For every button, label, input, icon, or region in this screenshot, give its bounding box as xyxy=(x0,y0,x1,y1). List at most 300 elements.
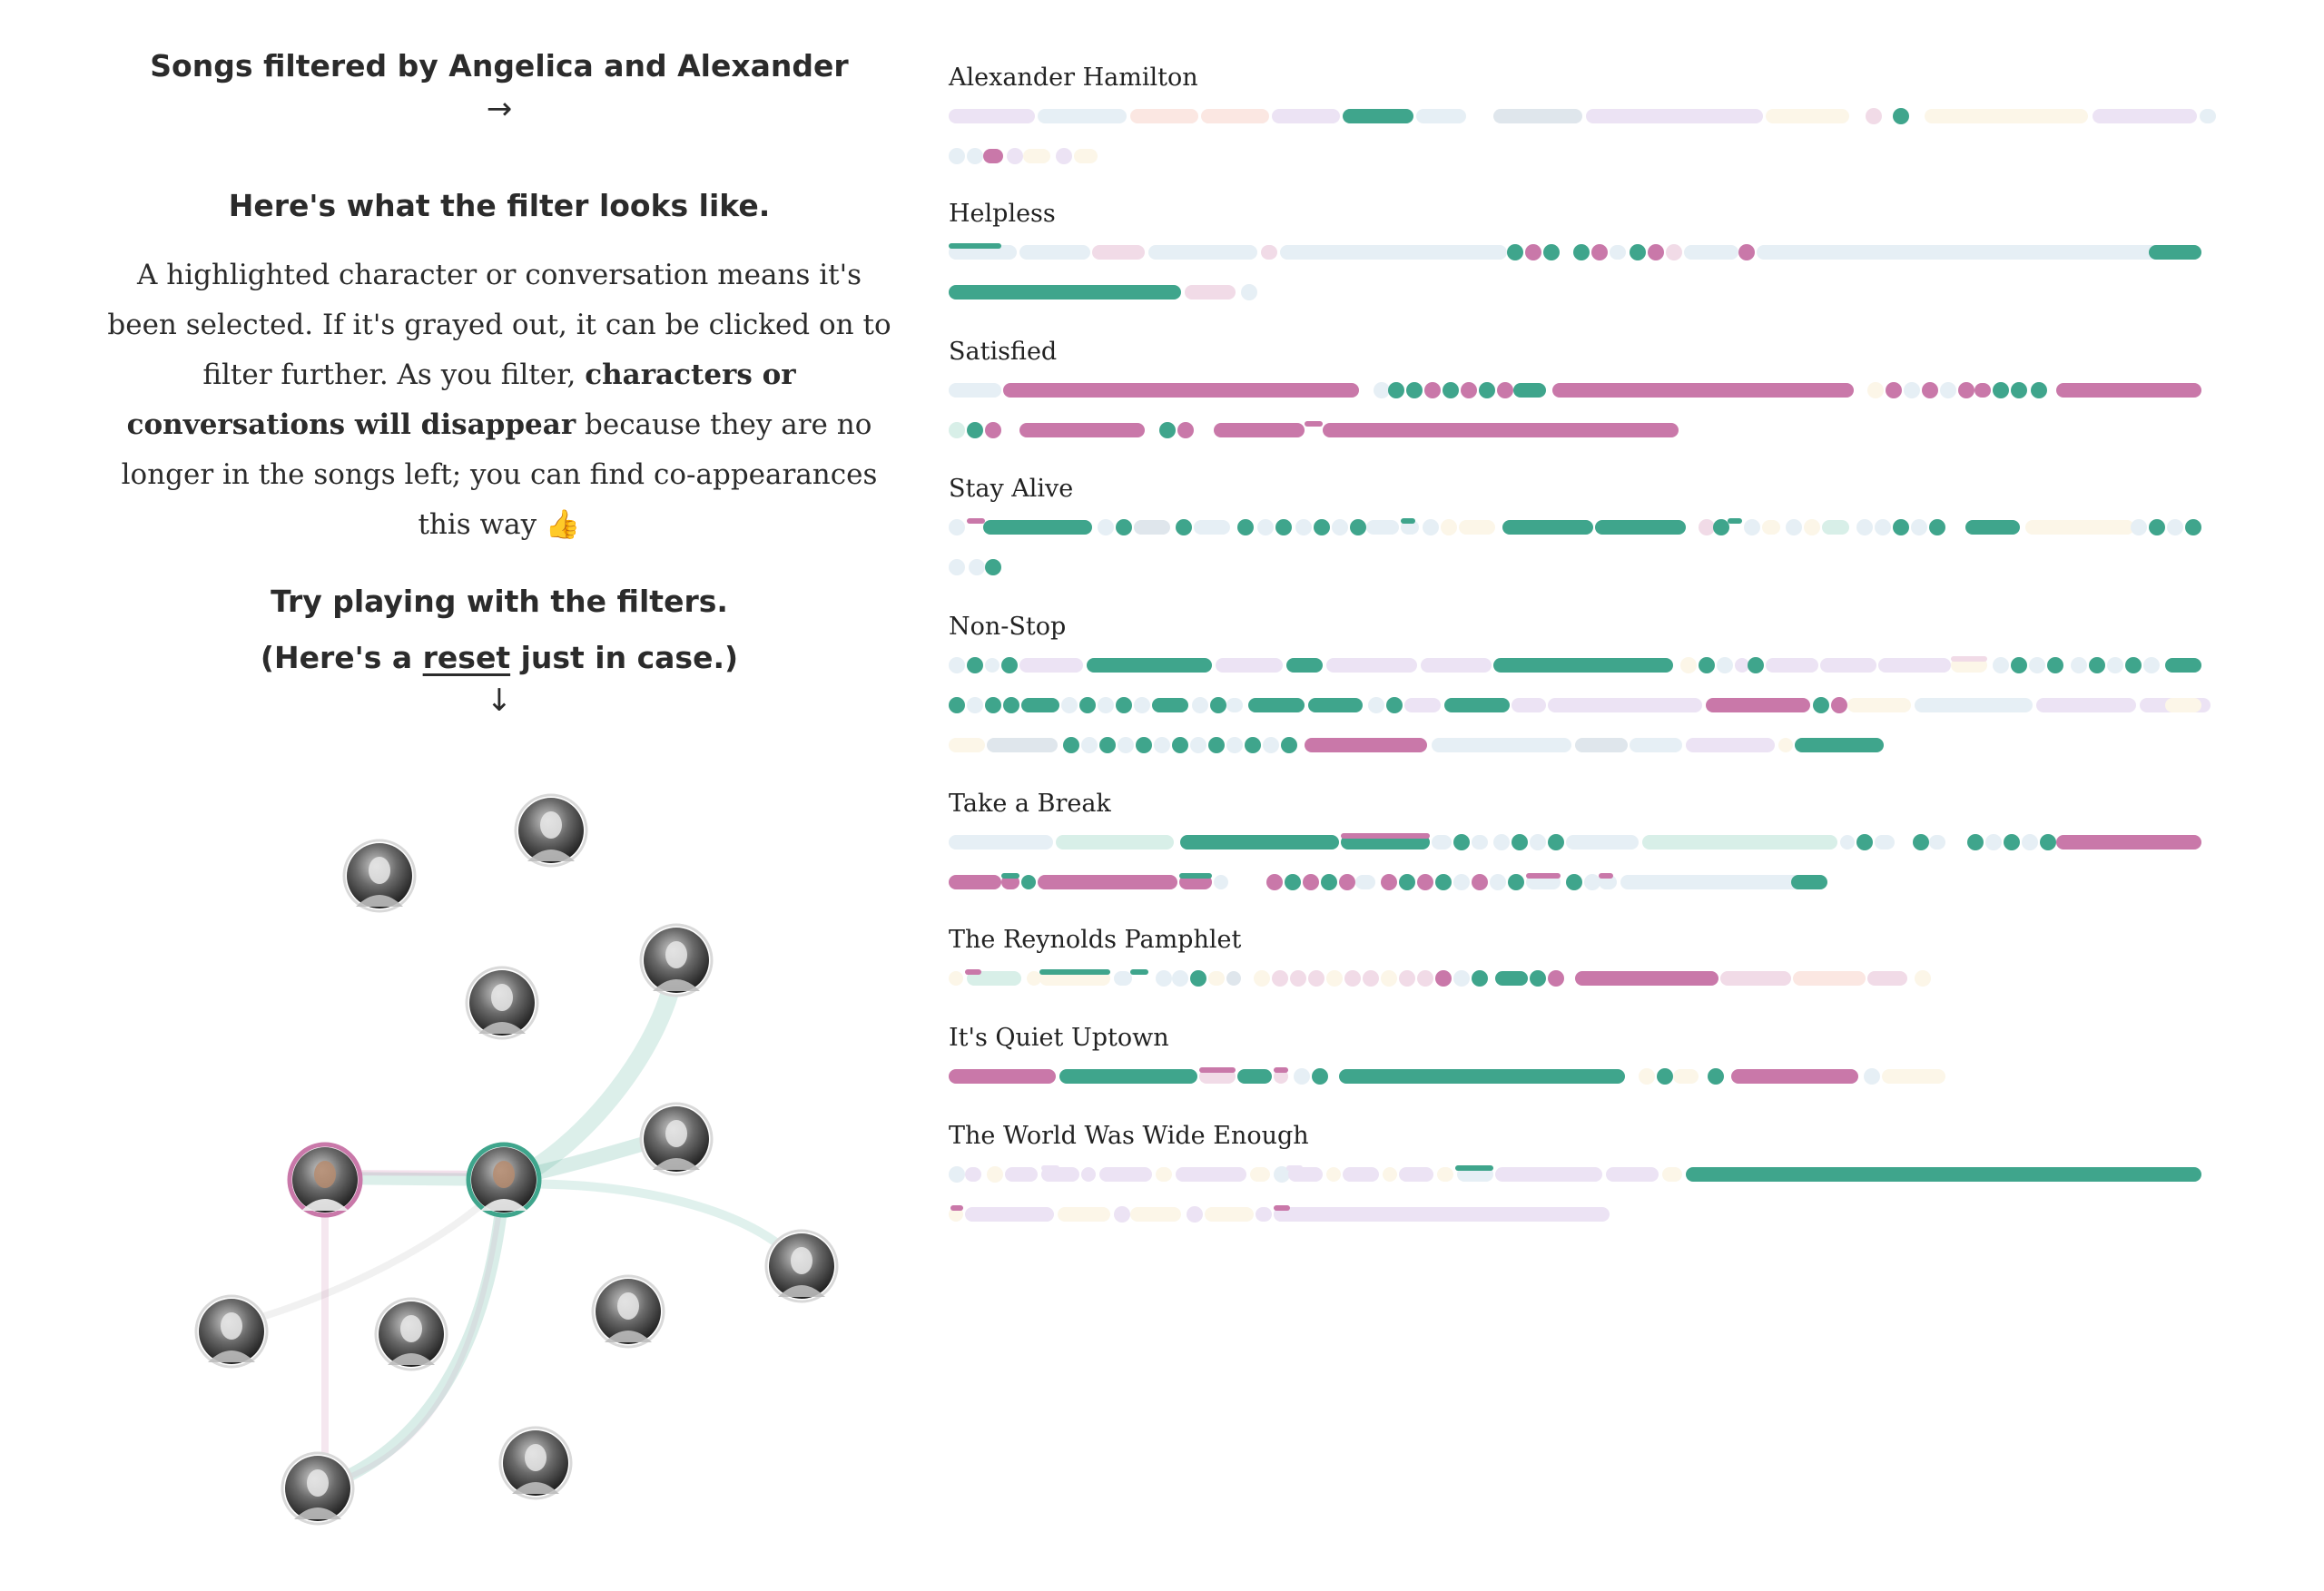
line-marker[interactable] xyxy=(965,969,981,975)
character-node-eliza[interactable] xyxy=(196,1296,267,1367)
line-segment[interactable] xyxy=(1134,520,1170,535)
song-title[interactable]: Alexander Hamilton xyxy=(949,64,1198,92)
line-dot[interactable] xyxy=(1453,834,1470,850)
line-dot[interactable] xyxy=(1190,970,1206,987)
line-segment[interactable] xyxy=(1495,1167,1602,1182)
line-dot[interactable] xyxy=(1886,382,1902,398)
line-dot[interactable] xyxy=(1479,382,1495,398)
line-dot[interactable] xyxy=(2107,657,2123,673)
line-dot[interactable] xyxy=(2089,657,2105,673)
line-dot[interactable] xyxy=(1423,519,1439,535)
line-dot[interactable] xyxy=(1893,108,1909,124)
link-alexander-maria[interactable] xyxy=(231,1184,504,1325)
line-segment[interactable] xyxy=(2056,383,2201,398)
line-segment[interactable] xyxy=(987,738,1058,752)
line-dot[interactable] xyxy=(2011,382,2027,398)
line-marker[interactable] xyxy=(1599,873,1613,879)
line-dot[interactable] xyxy=(1648,244,1664,260)
line-segment[interactable] xyxy=(1056,835,1174,850)
line-dot[interactable] xyxy=(1417,874,1433,890)
line-dot[interactable] xyxy=(967,697,983,713)
line-segment[interactable] xyxy=(1019,245,1090,260)
line-dot[interactable] xyxy=(1967,834,1984,850)
line-segment[interactable] xyxy=(1820,658,1876,673)
line-dot[interactable] xyxy=(1210,697,1226,713)
line-dot[interactable] xyxy=(2022,834,2038,850)
character-node-angelica[interactable] xyxy=(290,1144,360,1215)
line-segment[interactable] xyxy=(1404,698,1441,712)
line-segment[interactable] xyxy=(1915,698,2033,712)
line-segment[interactable] xyxy=(1005,1167,1038,1182)
line-dot[interactable] xyxy=(987,1166,1003,1183)
line-segment[interactable] xyxy=(949,835,1053,850)
line-dot[interactable] xyxy=(1530,834,1546,850)
line-segment[interactable] xyxy=(983,520,1092,535)
line-segment[interactable] xyxy=(1757,245,2197,260)
line-marker[interactable] xyxy=(1401,518,1415,524)
line-segment[interactable] xyxy=(1343,1167,1379,1182)
line-dot[interactable] xyxy=(2071,657,2087,673)
line-segment[interactable] xyxy=(965,1207,1054,1222)
line-dot[interactable] xyxy=(1388,382,1404,398)
line-dot[interactable] xyxy=(1136,737,1152,753)
line-dot[interactable] xyxy=(1007,148,1023,164)
line-segment[interactable] xyxy=(1194,520,1230,535)
line-dot[interactable] xyxy=(1717,657,1733,673)
character-node-king-george[interactable] xyxy=(593,1276,664,1347)
line-segment[interactable] xyxy=(1180,835,1339,850)
line-dot[interactable] xyxy=(1098,697,1114,713)
line-dot[interactable] xyxy=(1915,970,1931,987)
line-segment[interactable] xyxy=(1214,423,1305,437)
line-dot[interactable] xyxy=(1497,382,1513,398)
line-dot[interactable] xyxy=(985,422,1001,438)
line-segment[interactable] xyxy=(1081,1167,1096,1182)
line-segment[interactable] xyxy=(1493,658,1673,673)
line-dot[interactable] xyxy=(967,422,983,438)
line-segment[interactable] xyxy=(1148,245,1257,260)
line-segment[interactable] xyxy=(1038,875,1177,889)
line-segment[interactable] xyxy=(1847,698,1911,712)
line-segment[interactable] xyxy=(1444,698,1510,712)
line-dot[interactable] xyxy=(1738,244,1755,260)
line-marker[interactable] xyxy=(1305,421,1323,427)
line-marker[interactable] xyxy=(950,1205,963,1211)
line-dot[interactable] xyxy=(1525,244,1541,260)
line-dot[interactable] xyxy=(1172,737,1188,753)
line-segment[interactable] xyxy=(1326,1167,1341,1182)
line-segment[interactable] xyxy=(1791,875,1827,889)
line-marker[interactable] xyxy=(1130,969,1148,975)
character-node-laurens[interactable] xyxy=(766,1231,837,1301)
line-segment[interactable] xyxy=(949,383,1001,398)
line-dot[interactable] xyxy=(1699,657,1715,673)
line-dot[interactable] xyxy=(1312,1068,1328,1085)
line-segment[interactable] xyxy=(1383,1167,1397,1182)
line-dot[interactable] xyxy=(1904,382,1920,398)
line-dot[interactable] xyxy=(1441,519,1457,535)
line-segment[interactable] xyxy=(1673,1069,1699,1084)
line-dot[interactable] xyxy=(1512,834,1528,850)
line-dot[interactable] xyxy=(1099,737,1116,753)
line-dot[interactable] xyxy=(1417,970,1433,987)
line-dot[interactable] xyxy=(1566,874,1582,890)
line-segment[interactable] xyxy=(1416,109,1466,123)
line-marker[interactable] xyxy=(1039,969,1110,975)
line-dot[interactable] xyxy=(1893,519,1909,535)
line-dot[interactable] xyxy=(949,657,965,673)
line-segment[interactable] xyxy=(1882,1069,1945,1084)
line-segment[interactable] xyxy=(983,149,1003,163)
line-dot[interactable] xyxy=(1116,519,1132,535)
line-dot[interactable] xyxy=(985,697,1001,713)
line-segment[interactable] xyxy=(1432,835,1452,850)
line-dot[interactable] xyxy=(1875,519,1891,535)
reset-link[interactable]: reset xyxy=(422,640,511,675)
line-dot[interactable] xyxy=(1856,834,1873,850)
line-dot[interactable] xyxy=(2149,519,2165,535)
line-dot[interactable] xyxy=(2167,519,2183,535)
line-dot[interactable] xyxy=(1591,244,1608,260)
line-segment[interactable] xyxy=(1226,971,1241,986)
line-segment[interactable] xyxy=(1208,971,1225,986)
line-segment[interactable] xyxy=(1092,245,1145,260)
line-segment[interactable] xyxy=(1552,383,1854,398)
line-dot[interactable] xyxy=(1061,697,1078,713)
line-dot[interactable] xyxy=(1381,874,1397,890)
song-title[interactable]: Stay Alive xyxy=(949,475,1074,503)
line-dot[interactable] xyxy=(1913,834,1929,850)
line-segment[interactable] xyxy=(949,971,963,986)
line-dot[interactable] xyxy=(1134,697,1150,713)
line-dot[interactable] xyxy=(1192,697,1208,713)
line-dot[interactable] xyxy=(1940,382,1956,398)
line-dot[interactable] xyxy=(1399,874,1415,890)
line-segment[interactable] xyxy=(1114,971,1132,986)
line-marker[interactable] xyxy=(1179,873,1212,879)
line-dot[interactable] xyxy=(1263,737,1279,753)
line-dot[interactable] xyxy=(1548,970,1564,987)
line-dot[interactable] xyxy=(1154,737,1170,753)
line-segment[interactable] xyxy=(1731,1069,1858,1084)
line-segment[interactable] xyxy=(1021,875,1036,889)
line-dot[interactable] xyxy=(2125,657,2142,673)
line-segment[interactable] xyxy=(1339,1069,1625,1084)
line-marker[interactable] xyxy=(1341,833,1430,839)
line-segment[interactable] xyxy=(1495,971,1528,986)
line-marker[interactable] xyxy=(1199,1067,1236,1073)
line-dot[interactable] xyxy=(1272,970,1288,987)
line-dot[interactable] xyxy=(1386,697,1403,713)
line-dot[interactable] xyxy=(1507,244,1523,260)
song-title[interactable]: Helpless xyxy=(949,200,1056,228)
line-segment[interactable] xyxy=(1326,658,1417,673)
line-dot[interactable] xyxy=(949,422,965,438)
line-dot[interactable] xyxy=(1630,244,1646,260)
line-dot[interactable] xyxy=(1472,970,1488,987)
line-segment[interactable] xyxy=(2200,109,2216,123)
line-segment[interactable] xyxy=(1399,1167,1433,1182)
line-dot[interactable] xyxy=(2131,519,2147,535)
line-segment[interactable] xyxy=(1766,109,1849,123)
line-dot[interactable] xyxy=(1657,1068,1673,1085)
song-title[interactable]: Non-Stop xyxy=(949,613,1067,641)
line-segment[interactable] xyxy=(1280,245,1507,260)
line-dot[interactable] xyxy=(1804,519,1820,535)
line-dot[interactable] xyxy=(1285,874,1301,890)
character-node-washington[interactable] xyxy=(641,1104,712,1174)
line-dot[interactable] xyxy=(1453,970,1470,987)
line-dot[interactable] xyxy=(1443,382,1459,398)
line-dot[interactable] xyxy=(1922,382,1938,398)
line-dot[interactable] xyxy=(1508,874,1524,890)
line-marker[interactable] xyxy=(967,518,985,524)
line-segment[interactable] xyxy=(1432,738,1571,752)
line-dot[interactable] xyxy=(1176,519,1192,535)
line-dot[interactable] xyxy=(1254,970,1270,987)
line-segment[interactable] xyxy=(1586,109,1763,123)
line-segment[interactable] xyxy=(1261,245,1277,260)
line-dot[interactable] xyxy=(1241,284,1257,300)
line-dot[interactable] xyxy=(1326,970,1343,987)
line-segment[interactable] xyxy=(1642,835,1837,850)
line-dot[interactable] xyxy=(1295,519,1312,535)
line-segment[interactable] xyxy=(1185,285,1236,300)
line-segment[interactable] xyxy=(1566,835,1639,850)
line-dot[interactable] xyxy=(1177,422,1194,438)
line-segment[interactable] xyxy=(2149,245,2201,260)
line-dot[interactable] xyxy=(2047,657,2063,673)
line-dot[interactable] xyxy=(2011,657,2027,673)
line-dot[interactable] xyxy=(2029,657,2045,673)
line-segment[interactable] xyxy=(1766,658,1818,673)
line-segment[interactable] xyxy=(1548,698,1702,712)
line-dot[interactable] xyxy=(1929,519,1945,535)
line-dot[interactable] xyxy=(1363,970,1379,987)
line-segment[interactable] xyxy=(1099,1167,1152,1182)
line-segment[interactable] xyxy=(1595,520,1686,535)
line-segment[interactable] xyxy=(1684,245,1738,260)
line-dot[interactable] xyxy=(1708,1068,1724,1085)
line-dot[interactable] xyxy=(1344,970,1361,987)
line-segment[interactable] xyxy=(1305,738,1427,752)
line-segment[interactable] xyxy=(1343,109,1413,123)
line-dot[interactable] xyxy=(1786,519,1802,535)
line-segment[interactable] xyxy=(1021,698,1059,712)
line-segment[interactable] xyxy=(1272,109,1340,123)
line-dot[interactable] xyxy=(1081,737,1098,753)
line-dot[interactable] xyxy=(2031,382,2047,398)
line-dot[interactable] xyxy=(1666,244,1682,260)
line-dot[interactable] xyxy=(1079,697,1096,713)
line-dot[interactable] xyxy=(1543,244,1560,260)
line-segment[interactable] xyxy=(985,658,1000,673)
line-dot[interactable] xyxy=(1424,382,1441,398)
line-dot[interactable] xyxy=(949,1166,965,1183)
line-dot[interactable] xyxy=(1530,970,1546,987)
line-dot[interactable] xyxy=(1866,108,1882,124)
line-marker[interactable] xyxy=(1001,873,1019,879)
line-dot[interactable] xyxy=(1208,737,1225,753)
line-dot[interactable] xyxy=(1813,697,1829,713)
line-segment[interactable] xyxy=(1822,520,1849,535)
song-title[interactable]: Satisfied xyxy=(949,338,1058,366)
line-segment[interactable] xyxy=(949,285,1181,300)
line-segment[interactable] xyxy=(1176,1167,1246,1182)
line-dot[interactable] xyxy=(967,148,983,164)
line-segment[interactable] xyxy=(1366,520,1399,535)
line-dot[interactable] xyxy=(1573,244,1590,260)
line-segment[interactable] xyxy=(1019,423,1145,437)
line-dot[interactable] xyxy=(1116,697,1132,713)
line-segment[interactable] xyxy=(1878,658,1951,673)
line-dot[interactable] xyxy=(1748,657,1764,673)
line-segment[interactable] xyxy=(1512,698,1546,712)
line-segment[interactable] xyxy=(1929,835,1945,850)
line-dot[interactable] xyxy=(2040,834,2056,850)
line-segment[interactable] xyxy=(1965,520,2020,535)
line-dot[interactable] xyxy=(1294,1068,1310,1085)
line-segment[interactable] xyxy=(1074,149,1098,163)
line-segment[interactable] xyxy=(2036,698,2136,712)
line-segment[interactable] xyxy=(1130,1207,1181,1222)
line-segment[interactable] xyxy=(965,1167,981,1182)
line-dot[interactable] xyxy=(1275,519,1292,535)
song-title[interactable]: The World Was Wide Enough xyxy=(949,1122,1309,1150)
line-segment[interactable] xyxy=(1237,1069,1272,1084)
line-segment[interactable] xyxy=(1286,658,1323,673)
line-segment[interactable] xyxy=(949,738,985,752)
line-dot[interactable] xyxy=(1118,737,1134,753)
line-segment[interactable] xyxy=(1019,658,1083,673)
link-alexander-laurens[interactable] xyxy=(504,1183,802,1266)
line-marker[interactable] xyxy=(1274,1067,1288,1073)
line-dot[interactable] xyxy=(1461,382,1477,398)
line-dot[interactable] xyxy=(1159,422,1176,438)
line-dot[interactable] xyxy=(1493,834,1510,850)
line-segment[interactable] xyxy=(1974,383,1991,398)
line-dot[interactable] xyxy=(1187,1206,1203,1223)
line-dot[interactable] xyxy=(1314,519,1330,535)
line-segment[interactable] xyxy=(2025,520,2134,535)
line-dot[interactable] xyxy=(1856,519,1873,535)
line-segment[interactable] xyxy=(1226,698,1243,712)
line-dot[interactable] xyxy=(949,559,965,575)
line-segment[interactable] xyxy=(1003,383,1359,398)
line-dot[interactable] xyxy=(1321,874,1337,890)
line-dot[interactable] xyxy=(1435,874,1452,890)
line-marker[interactable] xyxy=(1274,1205,1290,1211)
line-dot[interactable] xyxy=(1453,874,1470,890)
line-dot[interactable] xyxy=(1339,874,1355,890)
line-segment[interactable] xyxy=(1706,698,1810,712)
line-segment[interactable] xyxy=(1793,971,1866,986)
line-dot[interactable] xyxy=(1226,737,1243,753)
line-segment[interactable] xyxy=(1421,658,1492,673)
line-dot[interactable] xyxy=(1237,519,1254,535)
line-segment[interactable] xyxy=(2093,109,2197,123)
line-segment[interactable] xyxy=(949,1069,1056,1084)
line-dot[interactable] xyxy=(1381,970,1397,987)
line-dot[interactable] xyxy=(967,657,983,673)
line-dot[interactable] xyxy=(1290,970,1306,987)
line-segment[interactable] xyxy=(1156,1167,1172,1182)
line-dot[interactable] xyxy=(1993,382,2009,398)
character-node-ensemble[interactable] xyxy=(344,840,415,911)
line-segment[interactable] xyxy=(1606,1167,1659,1182)
line-dot[interactable] xyxy=(1867,382,1884,398)
line-segment[interactable] xyxy=(1087,658,1212,673)
line-marker[interactable] xyxy=(949,243,1001,249)
line-segment[interactable] xyxy=(1575,738,1628,752)
line-dot[interactable] xyxy=(949,697,965,713)
line-dot[interactable] xyxy=(1406,382,1423,398)
line-dot[interactable] xyxy=(1864,1068,1880,1085)
line-segment[interactable] xyxy=(1201,109,1269,123)
line-segment[interactable] xyxy=(1493,109,1582,123)
line-segment[interactable] xyxy=(1437,1167,1453,1182)
line-dot[interactable] xyxy=(2143,657,2160,673)
line-dot[interactable] xyxy=(1114,1206,1130,1223)
line-dot[interactable] xyxy=(1744,519,1760,535)
character-node-maria[interactable] xyxy=(500,1428,571,1498)
line-dot[interactable] xyxy=(1003,697,1019,713)
line-dot[interactable] xyxy=(1472,874,1488,890)
line-dot[interactable] xyxy=(1001,657,1018,673)
line-dot[interactable] xyxy=(1245,737,1261,753)
line-dot[interactable] xyxy=(1639,1068,1655,1085)
line-dot[interactable] xyxy=(1548,834,1564,850)
line-segment[interactable] xyxy=(1308,698,1363,712)
line-segment[interactable] xyxy=(1059,1069,1197,1084)
line-segment[interactable] xyxy=(1686,1167,2201,1182)
line-marker[interactable] xyxy=(1286,1165,1303,1171)
line-dot[interactable] xyxy=(1303,874,1319,890)
line-segment[interactable] xyxy=(1840,835,1855,850)
character-node-lafayette[interactable] xyxy=(641,925,712,996)
line-segment[interactable] xyxy=(1023,149,1050,163)
line-segment[interactable] xyxy=(1355,875,1375,889)
line-dot[interactable] xyxy=(949,519,965,535)
character-node-alexander[interactable] xyxy=(468,1144,539,1215)
line-dot[interactable] xyxy=(1056,148,1072,164)
line-dot[interactable] xyxy=(1308,970,1324,987)
line-dot[interactable] xyxy=(1435,970,1452,987)
line-segment[interactable] xyxy=(2056,835,2201,850)
line-dot[interactable] xyxy=(2185,519,2201,535)
line-segment[interactable] xyxy=(1250,1167,1270,1182)
line-dot[interactable] xyxy=(1368,697,1384,713)
line-segment[interactable] xyxy=(1762,520,1780,535)
line-segment[interactable] xyxy=(1058,1207,1110,1222)
line-segment[interactable] xyxy=(1205,1207,1254,1222)
line-dot[interactable] xyxy=(1985,834,2002,850)
line-segment[interactable] xyxy=(1256,1207,1272,1222)
line-segment[interactable] xyxy=(1216,658,1283,673)
line-dot[interactable] xyxy=(1831,697,1847,713)
line-segment[interactable] xyxy=(1778,738,1793,752)
character-node-peggy[interactable] xyxy=(376,1299,447,1370)
line-dot[interactable] xyxy=(1190,737,1206,753)
line-segment[interactable] xyxy=(2165,658,2201,673)
line-marker[interactable] xyxy=(1728,518,1742,524)
line-segment[interactable] xyxy=(1630,738,1682,752)
line-segment[interactable] xyxy=(1459,520,1495,535)
line-segment[interactable] xyxy=(1323,423,1679,437)
line-segment[interactable] xyxy=(1214,875,1228,889)
line-dot[interactable] xyxy=(1350,519,1366,535)
line-segment[interactable] xyxy=(1248,698,1305,712)
